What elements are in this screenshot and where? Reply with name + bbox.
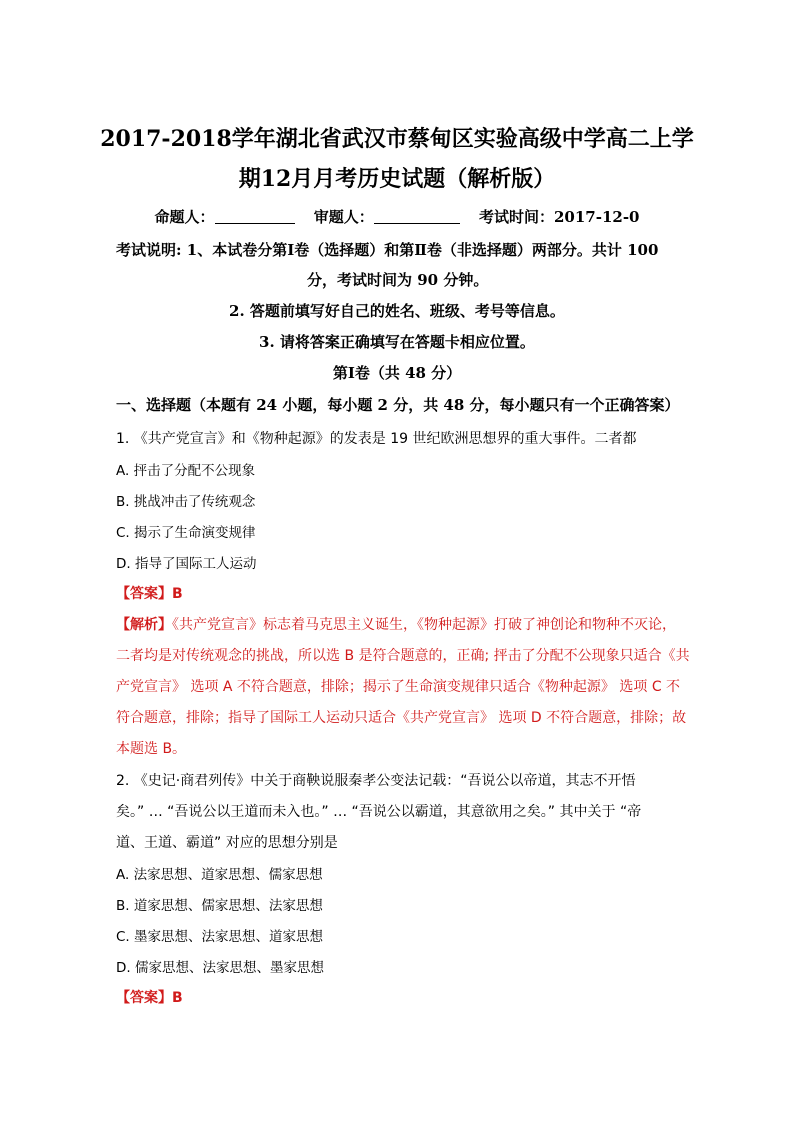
section-heading: 一、选择题（本题有 24 小题，每小题 2 分，共 48 分，每小题只有一个正确答案） <box>116 396 680 414</box>
question-1-analysis-line-1 <box>116 614 676 634</box>
question-2-stem-line-1: 2. 《史记·商君列传》中关于商鞅说服秦孝公变法记载：“吾说公以帝道，其志不开悟 <box>116 773 636 789</box>
analysis-tag: 【解析】 <box>116 617 172 633</box>
question-2-option-a: A. 法家思想、道家思想、儒家思想 <box>116 867 323 883</box>
question-2-option-b: B. 道家思想、儒家思想、法家思想 <box>116 898 323 914</box>
question-1-stem: 1. 《共产党宣言》和《物种起源》的发表是 19 世纪欧洲思想界的重大事件。二者都 <box>116 431 637 447</box>
question-2-answer: 【答案】B <box>116 990 183 1006</box>
proposer-blank <box>215 209 295 224</box>
part-title: 第Ⅰ卷（共 48 分） <box>332 364 462 382</box>
document-title-line-2: 期12月月考历史试题（解析版） <box>238 166 556 192</box>
instructions-line-1: 考试说明: 1、本试卷分第Ⅰ卷（选择题）和第Ⅱ卷（非选择题）两部分。共计 100 <box>116 241 659 259</box>
question-1-option-b: B. 挑战冲击了传统观念 <box>116 494 256 510</box>
question-1-analysis-line-4: 符合题意，排除；指导了国际工人运动只适合《共产党宣言》 选项 D 不符合题意，排除；故 <box>116 710 687 726</box>
question-1-analysis-line-5: 本题选 B。 <box>116 741 187 757</box>
question-2-stem-line-3: 道、王道、霸道” 对应的思想分别是 <box>116 835 338 851</box>
question-1-option-d: D. 指导了国际工人运动 <box>116 556 257 572</box>
reviewer-blank <box>374 209 460 224</box>
question-1-answer: 【答案】B <box>116 586 183 602</box>
instructions-line-3: 2. 答题前填写好自己的姓名、班级、考号等信息。 <box>229 302 565 320</box>
instructions-line-4: 3. 请将答案正确填写在答题卡相应位置。 <box>259 333 535 351</box>
proposer-label: 命题人： <box>154 208 215 226</box>
exam-time: 考试时间：2017-12-0 <box>478 208 640 226</box>
question-1-option-a: A. 抨击了分配不公现象 <box>116 463 256 479</box>
question-2-option-d: D. 儒家思想、法家思想、墨家思想 <box>116 960 324 976</box>
document-title-line-1: 2017-2018学年湖北省武汉市蔡甸区实验高级中学高二上学 <box>100 126 694 152</box>
question-2-option-c: C. 墨家思想、法家思想、道家思想 <box>116 929 324 945</box>
question-2-stem-line-2: 矣。” … “吾说公以王道而未入也。” … “吾说公以霸道，其意欲用之矣。” 其中关于 “帝 <box>116 804 642 820</box>
question-1-analysis-line-3: 产党宣言》 选项 A 不符合题意，排除；揭示了生命演变规律只适合《物种起源》 选项 C 不 <box>116 679 681 695</box>
question-1-analysis-line-2: 二者均是对传统观念的挑战，所以选 B 是符合题意的，正确; 抨击了分配不公现象只适合《共 <box>116 648 690 664</box>
instructions-line-2: 分，考试时间为 90 分钟。 <box>307 271 489 289</box>
reviewer-label: 审题人： <box>313 208 374 226</box>
analysis-text: 《共产党宣言》标志着马克思主义诞生，《物种起源》打破了神创论和物种不灭论， <box>172 617 676 633</box>
question-1-option-c: C. 揭示了生命演变规律 <box>116 525 256 541</box>
exam-meta-line <box>0 206 794 227</box>
